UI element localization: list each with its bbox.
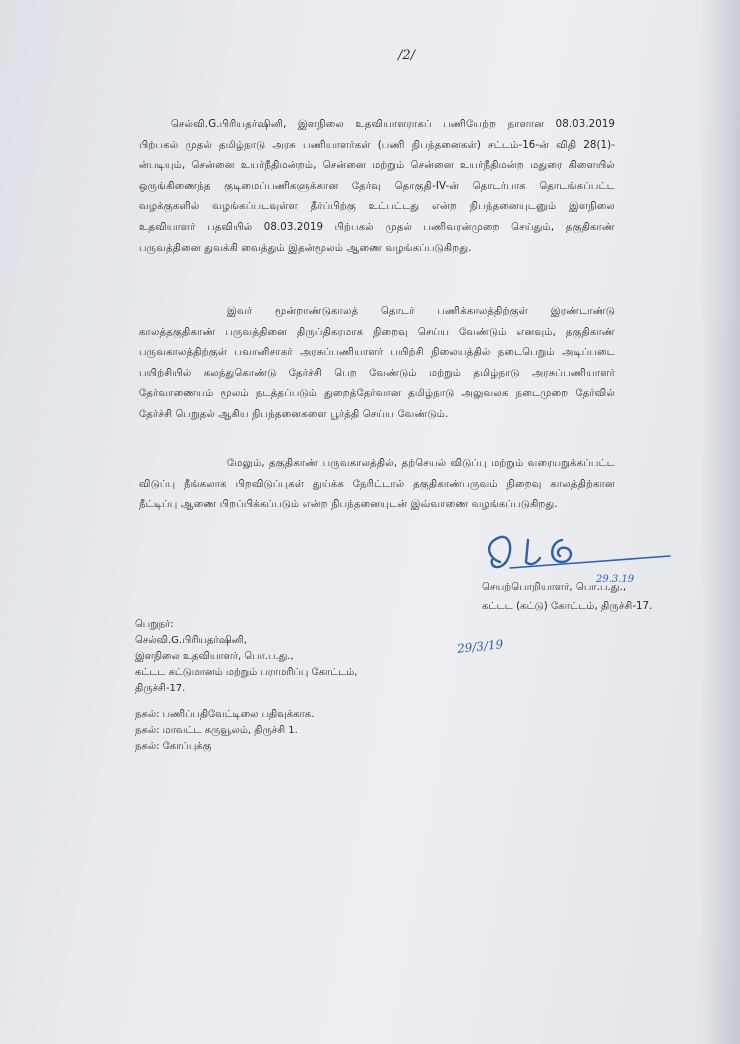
recipient-city: திருச்சி-17. <box>135 683 186 694</box>
handwritten-date-text: 29/3/19 <box>456 637 504 656</box>
page-number: /2/ <box>398 48 416 63</box>
paragraph-probation-conditions: இவர் மூன்றாண்டுகாலத் தொடர் பணிக்காலத்திற்குள் இரண்டாண்டு காலத்தகுதிகாண் பருவத்தினை திருப்திகரமாக நிறைவு செய்ய வேண்டும் எனவும், தகுதிகாண் பருவகாலத்திற்குள் பவானிசாகர் அரசுப்பணியாளர் பயிற்சி நிலையத்தில் நடைபெறும் அடிப்படை பயிற்சியில் கலந்துகொண்டு தேர்ச்சி பெற வேண்டும் மற்றும் தமிழ்நாடு அரசுப்பணியாளர் தேர்வாணையம் மூலம் நடத்தப்படும் துறைத்தேர்வான தமிழ்நாடு அலுவலக நடைமுறை தேர்வில் தேர்ச்சி பெறுதல் ஆகிய நிபந்தனைகளை பூர்த்தி செய்ய வேண்டும். <box>139 306 615 420</box>
signature-date: 29.3.19 <box>596 574 635 585</box>
copy-item: நகல்: மாவட்ட கருவூலம், திருச்சி 1. <box>135 725 298 736</box>
paragraph-appointment: செல்வி.G.பிரியதர்ஷினி, இளநிலை உதவியாளராகப் பணியேற்ற நாளான 08.03.2019 பிற்பகல் முதல் தமிழ்நாடு அரசு பணியாளர்கள் (பணி நிபந்தனைகள்) சட்டம்-16-ன் விதி 28(1)-ன்படியும், சென்னை உயர்நீதிமன்றம், சென்னை மற்றும் சென்னை உயர்நீதிமன்ற மதுரை கிளையில் ஒருங்கிணைந்த குடிமைப்பணிகளுக்கான தேர்வு தொகுதி-IV-ன் தொடர்பாக தொடங்கப்பட்ட வழக்குகளில் வழங்கப்படவுள்ள தீர்ப்பிற்கு உட்பட்டது என்ற நிபந்தனையுடனும் இளநிலை உதவியாளர் பதவியில் 08.03.2019 பிற்பகல் முதல் பணிவரன்முறை செய்தும், தகுதிகாண் பருவத்தினை துவக்கி வைத்தும் இதன்மூலம் ஆணை வழங்கப்படுகிறது. <box>139 119 615 254</box>
copy-to-list <box>135 707 435 755</box>
signatory-title-line: செயற்பொறியாளர், பொ.ப.து., <box>482 582 627 593</box>
signatory-designation <box>482 578 692 616</box>
signatory-office-line: கட்டட (கட்டு) கோட்டம், திருச்சி-17. <box>482 601 653 612</box>
copy-item: நகல்: பணிப்பதிவேட்டிலை பதிவுக்காக. <box>135 709 315 720</box>
recipient-office: கட்டட கட்டுமானம் மற்றும் பராமரிப்பு கோட்டம், <box>135 667 358 678</box>
recipient-designation: இளநிலை உதவியாளர், பொ.ப.து., <box>135 651 294 662</box>
paragraph-leave-conditions: மேலும், தகுதிகாண் பருவகாலத்தில், தற்செயல் விடுப்பு மற்றும் வரையறுக்கப்பட்ட விடுப்பு நீங்கலாக பிறவிடுப்புகள் துய்க்க நேரிட்டால் தகுதிகாண்பருவம் நிறைவு காலத்திற்கான நீட்டிப்பு ஆணை பிறப்பிக்கப்படும் என்ற நிபந்தனையுடன் இவ்வாணை வழங்கப்படுகிறது. <box>139 458 615 511</box>
recipient-name: செல்வி.G.பிரியதர்ஷினி, <box>135 635 247 646</box>
recipient-heading: பெறுநர்: <box>135 619 174 630</box>
copy-item: நகல்: கோப்புக்கு <box>135 741 212 752</box>
handwritten-date <box>455 628 535 662</box>
recipient-block <box>135 617 425 697</box>
page-shadow <box>700 0 740 1044</box>
